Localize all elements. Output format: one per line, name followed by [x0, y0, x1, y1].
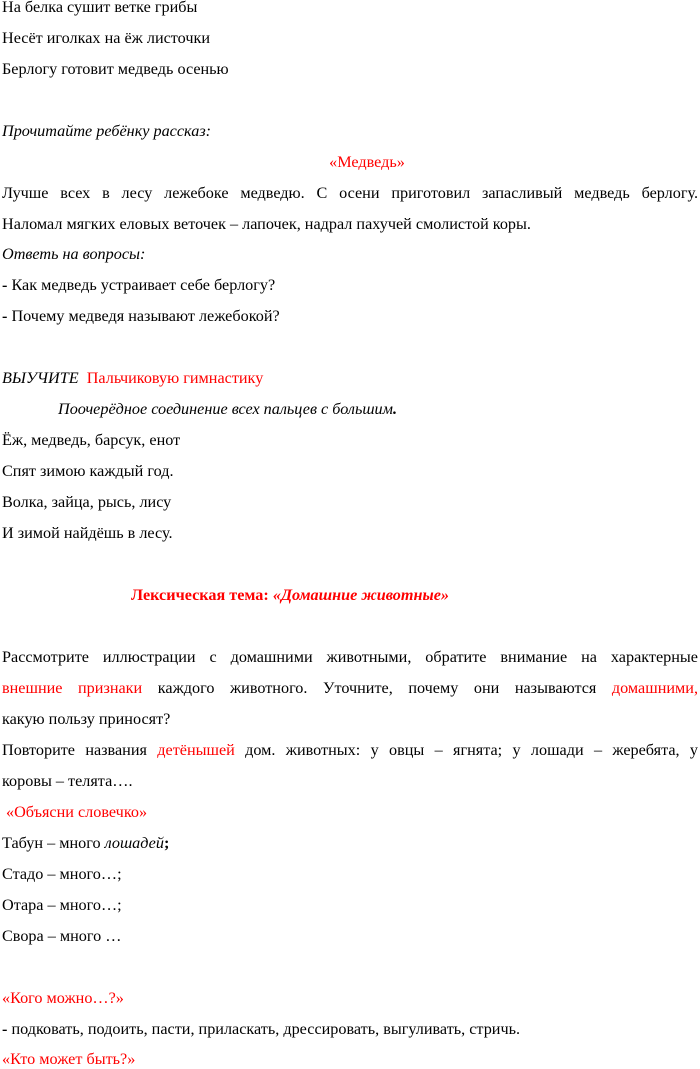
explain-title: «Объясни словечко» — [6, 803, 148, 821]
learn-instruction-text: Поочерёдное соединение всех пальцев с большим — [58, 400, 393, 418]
who-be-title: «Кто может быть?» — [2, 1050, 136, 1068]
question-1 — [2, 275, 698, 295]
learn-instruction — [58, 399, 698, 419]
para2-line-1 — [2, 740, 698, 760]
para2-red: детёнышей — [157, 741, 235, 759]
para1-red-1: внешние признаки — [2, 679, 143, 697]
question-2-dash: - — [2, 307, 8, 325]
para1-red-2: домашними, — [611, 679, 698, 697]
explain-item-1-b: ; — [163, 834, 170, 852]
who-can-dash: - — [2, 1020, 8, 1038]
learn-heading — [2, 368, 698, 388]
puzzle-line-2: Несёт иголках на ёж листочки — [2, 29, 211, 47]
story-line-2: Наломал мягких еловых веточек – лапочек, надрал пахучей смолистой коры. — [2, 215, 531, 233]
poem-line-1: Ёж, медведь, барсук, енот — [2, 431, 181, 449]
poem-line-3: Волка, зайца, рысь, лису — [2, 493, 172, 511]
explain-item-4: Свора – много … — [2, 927, 122, 945]
question-2-text: Почему медведя называют лежебокой? — [7, 307, 280, 325]
para1-line-2-mid: каждого животного. Уточните, почему они называются — [142, 679, 612, 697]
who-can-text — [2, 1019, 698, 1039]
explain-item-2: Стадо – много…; — [2, 865, 122, 883]
topic-name: «Домашние животные» — [272, 586, 449, 604]
topic-heading — [131, 585, 698, 605]
topic-label: Лексическая тема: — [131, 586, 269, 604]
learn-instruction-end: . — [392, 400, 398, 418]
learn-title: Пальчиковую гимнастику — [86, 369, 264, 387]
para1-line-1: Рассмотрите иллюстрации с домашними животными, обратите внимание на характерные — [2, 648, 698, 666]
story-prompt: Прочитайте ребёнку рассказ: — [2, 122, 212, 140]
explain-item-1 — [2, 833, 698, 853]
learn-label: ВЫУЧИТЕ — [2, 369, 79, 387]
who-can-list: подковать, подоить, пасти, приласкать, дрессировать, выгуливать, стричь. — [7, 1020, 521, 1038]
question-1-text: Как медведь устраивает себе берлогу? — [7, 276, 276, 294]
question-1-dash: - — [2, 276, 8, 294]
who-can-title: «Кого можно…?» — [2, 989, 124, 1007]
questions-prompt: Ответь на вопросы: — [2, 245, 146, 263]
para2-line-2: коровы – телята…. — [2, 772, 133, 790]
explain-item-1-a: Табун – много — [2, 834, 105, 852]
story-title: «Медведь» — [329, 153, 405, 171]
para1-line-2 — [2, 678, 698, 698]
explain-item-3: Отара – много…; — [2, 896, 122, 914]
poem-line-2: Спят зимою каждый год. — [2, 462, 174, 480]
para2-line-1-a: Повторите названия — [2, 741, 158, 759]
puzzle-line-3: Берлогу готовит медведь осенью — [2, 60, 229, 78]
puzzle-line-1: На белка сушит ветке грибы — [2, 0, 198, 16]
story-line-1: Лучше всех в лесу лежебоке медведю. С осени приготовил запасливый медведь берлогу. — [2, 184, 698, 202]
question-2 — [2, 306, 698, 326]
poem-line-4: И зимой найдёшь в лесу. — [2, 524, 173, 542]
para2-line-1-b: дом. животных: у овцы – ягнята; у лошади – жеребята, у — [234, 741, 698, 759]
para1-line-3: какую пользу приносят? — [2, 710, 171, 728]
explain-item-1-it: лошадей — [104, 834, 164, 852]
